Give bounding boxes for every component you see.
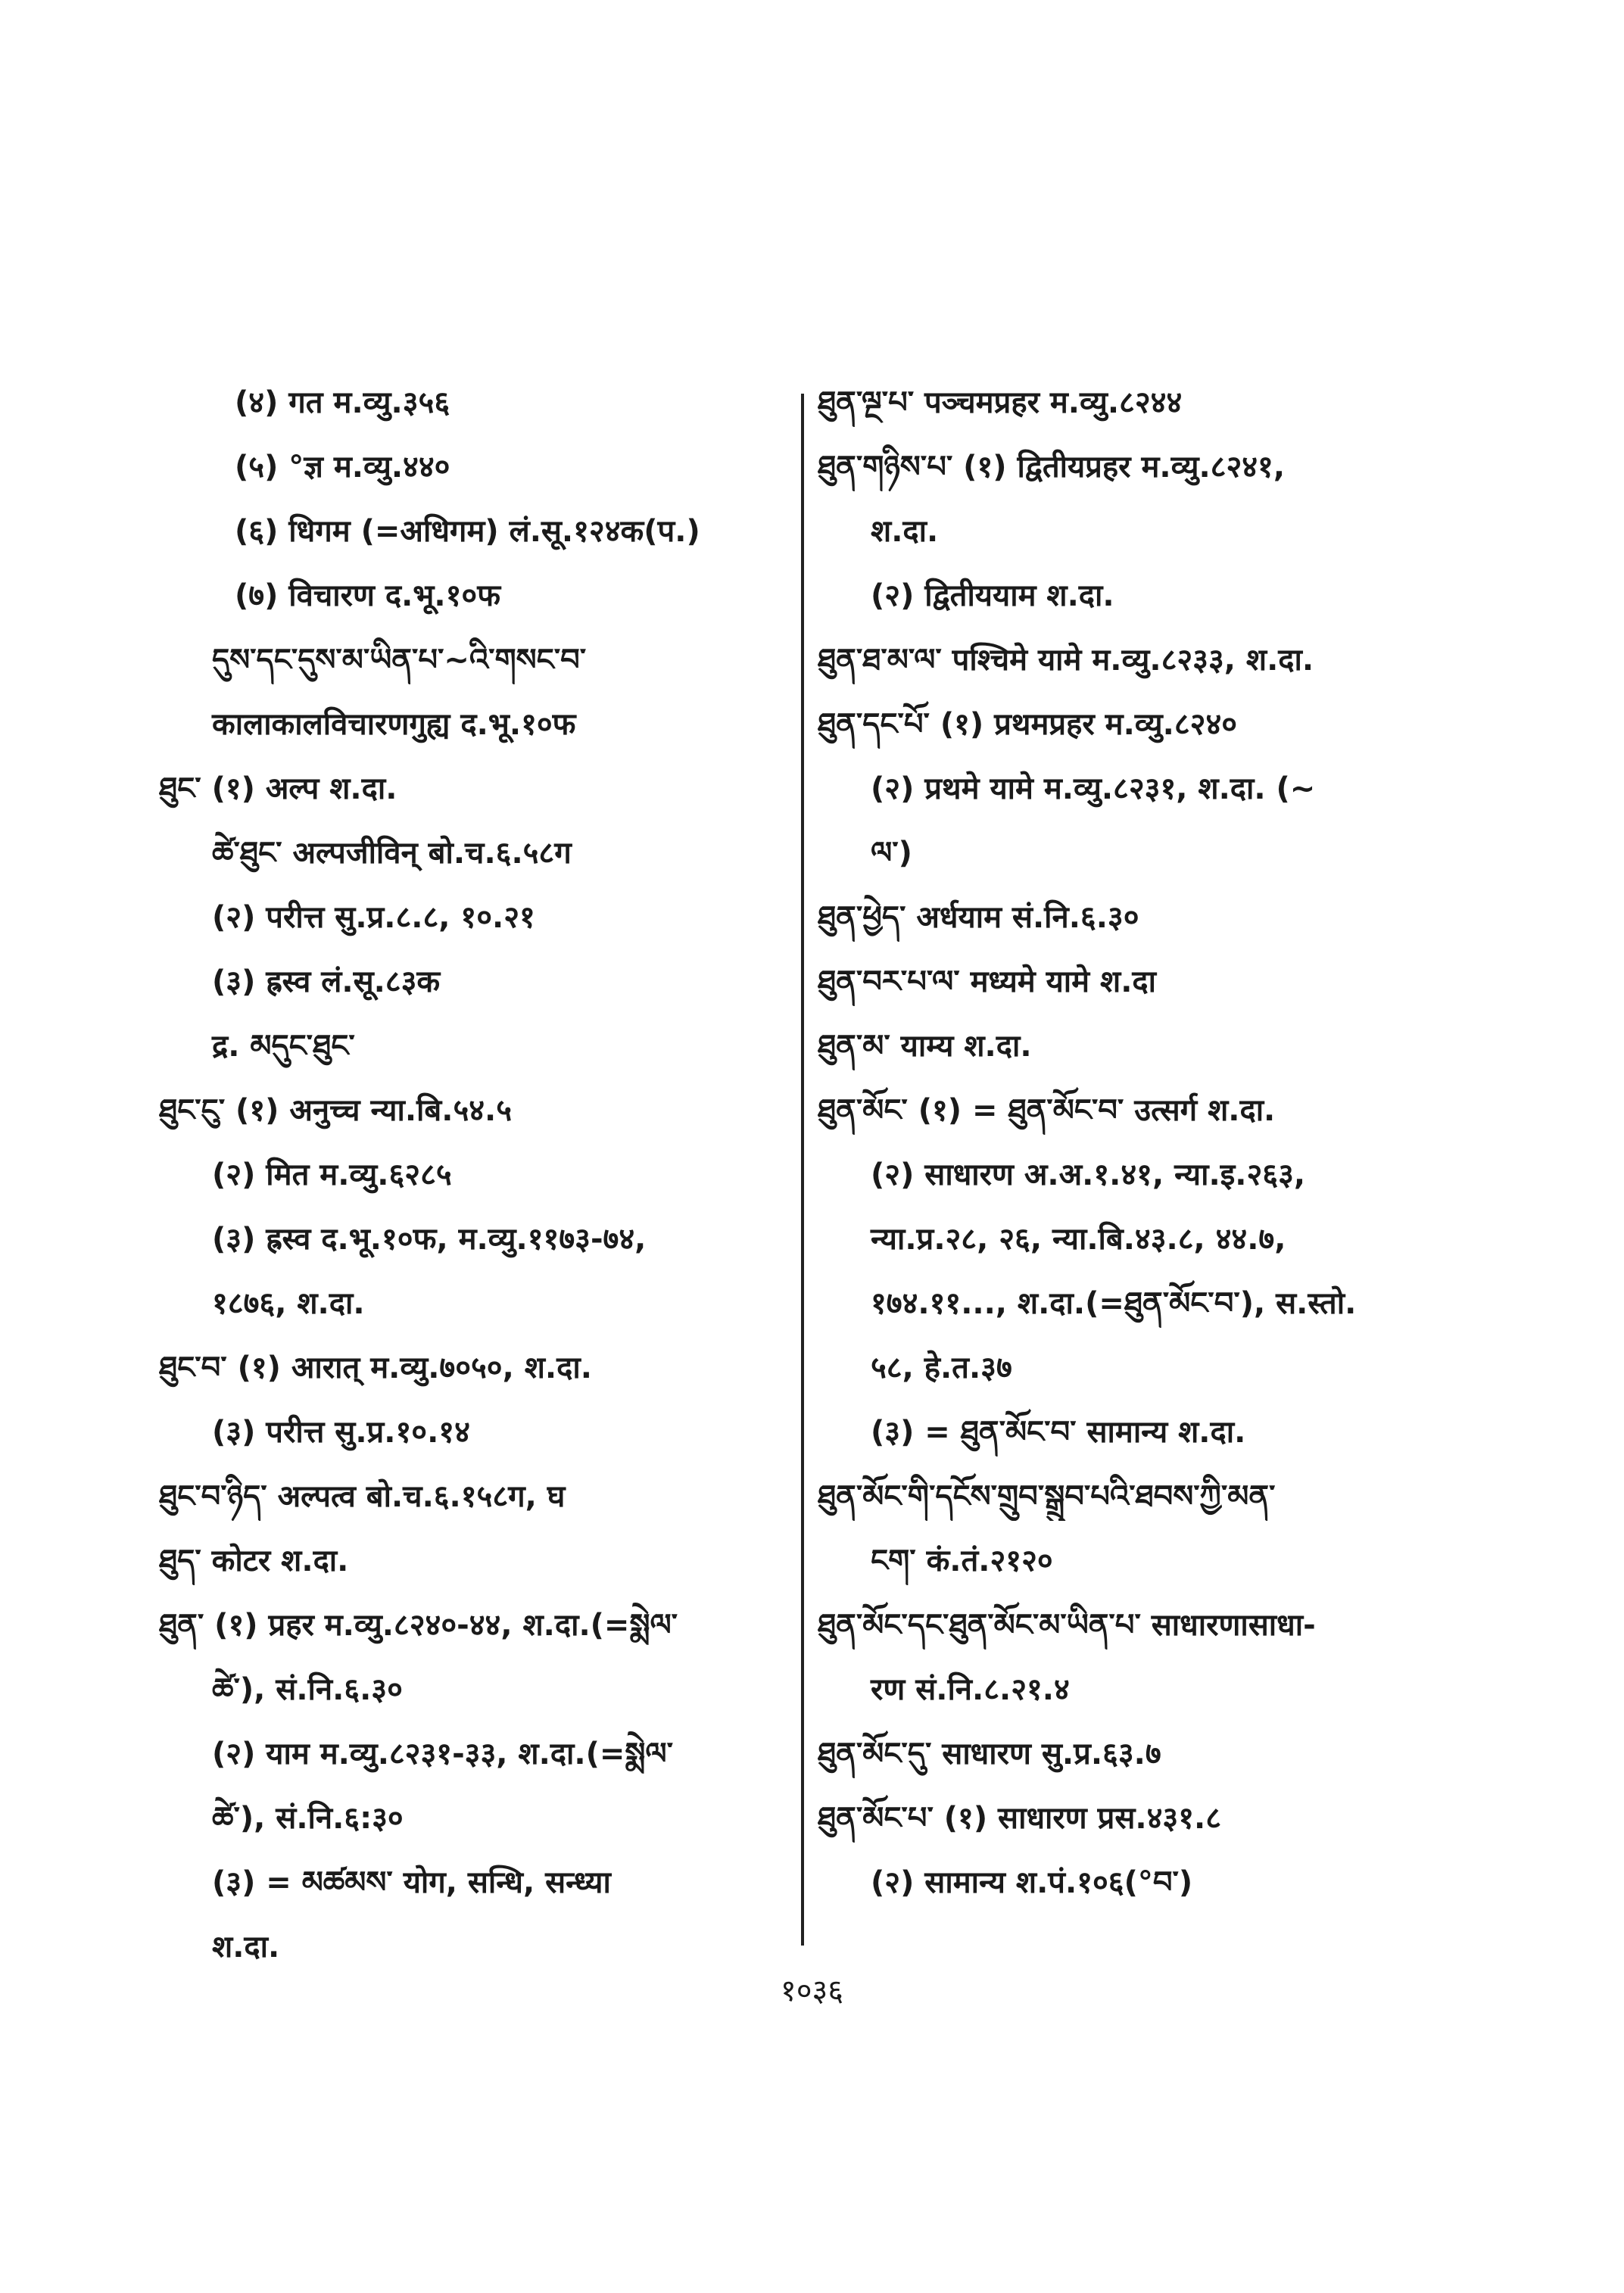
- dictionary-line: ५८, हे.त.३७: [871, 1351, 1012, 1385]
- dictionary-line: ཐུན་ (१) प्रहर म.व्यु.८२४०-४४, श.दा.(=སྨེལ་: [159, 1608, 678, 1643]
- dictionary-line: (३) ह्रस्व लं.सू.८३क: [212, 964, 441, 999]
- dictionary-line: ཐུན་མོང་དུ་ साधारण सु.प्र.६३.७: [818, 1737, 1161, 1771]
- dictionary-line: (२) प्रथमे यामे म.व्यु.८२३१, श.दा. (~: [871, 771, 1316, 806]
- dictionary-line: ཐུང་ (१) अल्प श.दा.: [159, 771, 397, 806]
- dictionary-line: न्या.प्र.२८, २६, न्या.बि.४३.८, ४४.७,: [871, 1222, 1286, 1257]
- dictionary-line: ཐུན་མོང་དང་ཐུན་མོང་མ་ཡིན་པ་ साधारणासाधा-: [818, 1608, 1316, 1643]
- dictionary-line: कालाकालविचारणगुह्य द.भू.१०फ: [212, 707, 576, 742]
- dictionary-line: (२) साधारण अ.अ.१.४१, न्या.इ.२६३,: [871, 1157, 1306, 1192]
- dictionary-line: (२) मित म.व्यु.६२८५: [212, 1157, 452, 1192]
- page-number: १०३६: [780, 1974, 844, 2008]
- dictionary-line: (२) परीत्त सु.प्र.८.८, १०.२१: [212, 900, 535, 935]
- dictionary-line: ཐུང་བ་ཉིད་ अल्पत्व बो.च.६.१५८ग, घ: [159, 1479, 566, 1514]
- dictionary-line: ཐུན་ལྔ་པ་ पञ्चमप्रहर म.व्यु.८२४४: [818, 385, 1183, 420]
- dictionary-line: श.दा.: [871, 514, 939, 549]
- dictionary-line: १८७६, श.दा.: [212, 1286, 365, 1321]
- dictionary-line: ཐུད་ कोटर श.दा.: [159, 1544, 349, 1578]
- column-divider: [801, 394, 804, 1946]
- dictionary-line: (२) याम म.व्यु.८२३१-३३, श.दा.(=སྨེལ་: [212, 1737, 674, 1771]
- dictionary-line: श.दा.: [212, 1930, 280, 1964]
- dictionary-line: (७) विचारण द.भू.१०फ: [235, 578, 501, 613]
- dictionary-line: (३) = ཐུན་མོང་བ་ सामान्य श.दा.: [871, 1415, 1246, 1450]
- dictionary-line: (४) गत म.व्यु.३५६: [235, 385, 450, 420]
- dictionary-line: ཚེ་), सं.नि.६.३०: [212, 1672, 403, 1707]
- dictionary-line: ཐུན་མོང་གི་དངོས་གྲུབ་སྒྲུབ་པའི་ཐབས་ཀྱི་མན་: [818, 1479, 1276, 1514]
- dictionary-line: द्र. མདུང་ཐུང་: [212, 1029, 355, 1064]
- dictionary-line: (२) सामान्य श.पं.१०६(°བ་): [871, 1865, 1193, 1900]
- dictionary-line: ཐུན་ཐ་མ་ལ་ पश्चिमे यामे म.व्यु.८२३३, श.दा.: [818, 643, 1314, 678]
- dictionary-line: (२) द्वितीययाम श.दा.: [871, 578, 1114, 613]
- dictionary-line: (३) ह्रस्व द.भू.१०फ, म.व्यु.११७३-७४,: [212, 1222, 647, 1257]
- dictionary-line: (३) परीत्त सु.प्र.१०.१४: [212, 1415, 470, 1450]
- right-column: [818, 379, 1416, 1923]
- dictionary-line: ཐུན་མ་ याम्य श.दा.: [818, 1029, 1032, 1064]
- dictionary-line: དུས་དང་དུས་མ་ཡིན་པ་~འི་གསང་བ་: [212, 643, 587, 678]
- dictionary-line: ལ་): [871, 836, 912, 871]
- dictionary-line: ཐུན་དང་པོ་ (१) प्रथमप्रहर म.व्यु.८२४०: [818, 707, 1238, 742]
- dictionary-line: ཐུན་ཕྱེད་ अर्धयाम सं.नि.६.३०: [818, 900, 1139, 935]
- left-column: [159, 379, 787, 1987]
- dictionary-line: रण सं.नि.८.२१.४: [871, 1672, 1070, 1707]
- dictionary-line: ཐུན་བར་པ་ལ་ मध्यमे यामे श.दा: [818, 964, 1157, 999]
- dictionary-line: ཐུན་མོང་ (१) = ཐུན་མོང་བ་ उत्सर्ग श.दा.: [818, 1093, 1276, 1128]
- dictionary-line: ཚེ་ཐུང་ अल्पजीविन् बो.च.६.५८ग: [212, 836, 572, 871]
- dictionary-line: ཐུན་མོང་པ་ (१) साधारण प्रस.४३१.८: [818, 1801, 1222, 1836]
- dictionary-line: (६) धिगम (=अधिगम) लं.सू.१२४क(प.): [235, 514, 700, 549]
- dictionary-line: ངག་ कं.तं.२१२०: [871, 1544, 1053, 1578]
- dictionary-line: (३) = མཚམས་ योग, सन्धि, सन्ध्या: [212, 1865, 611, 1900]
- dictionary-line: ཐུན་གཉིས་པ་ (१) द्वितीयप्रहर म.व्यु.८२४१,: [818, 450, 1286, 484]
- dictionary-line: (५) °ज्ञ म.व्यु.४४०: [235, 450, 450, 484]
- dictionary-line: ཚེ་), सं.नि.६:३०: [212, 1801, 404, 1836]
- dictionary-line: १७४.११..., श.दा.(=ཐུན་མོང་བ་), स.स्तो.: [871, 1286, 1357, 1321]
- dictionary-line: ཐུང་ངུ་ (१) अनुच्च न्या.बि.५४.५: [159, 1093, 513, 1128]
- dictionary-line: ཐུང་བ་ (१) आरात् म.व्यु.७०५०, श.दा.: [159, 1351, 592, 1385]
